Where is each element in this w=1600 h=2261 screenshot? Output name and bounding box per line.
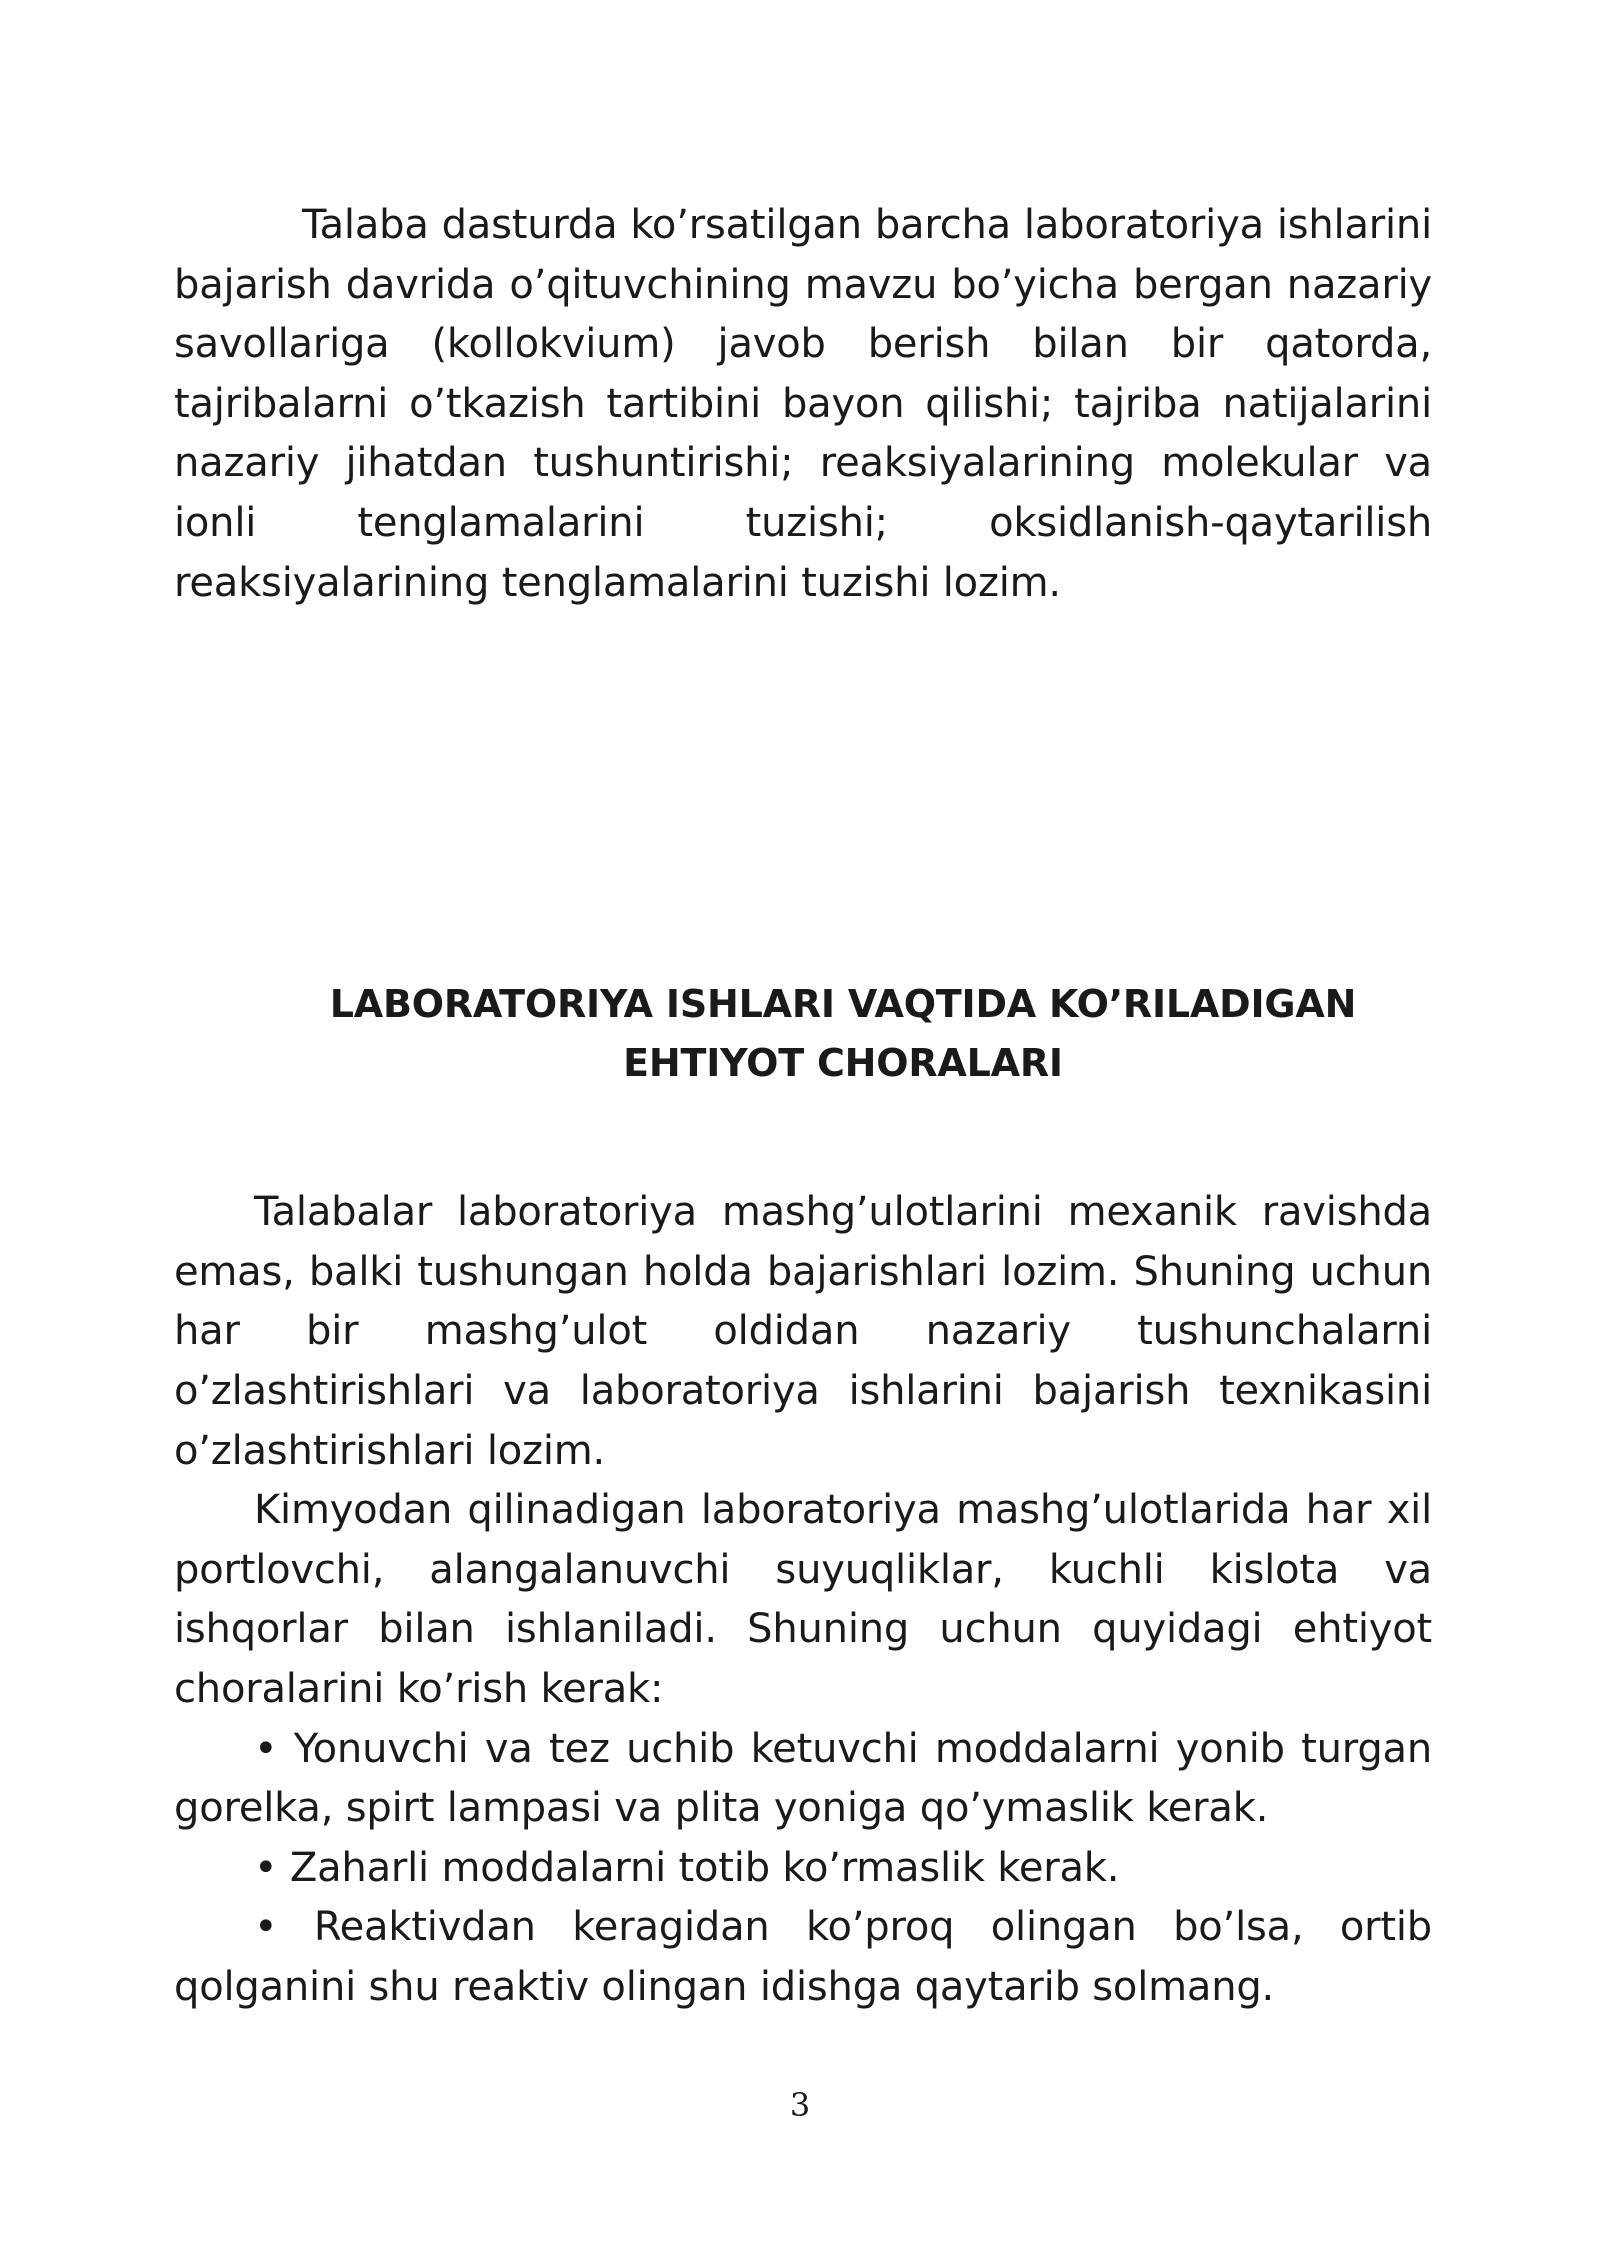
section-heading bbox=[174, 975, 1432, 1093]
document-page bbox=[174, 196, 1432, 2017]
vertical-gap bbox=[174, 613, 1432, 975]
vertical-gap bbox=[174, 1093, 1432, 1183]
bullet-item: • Zaharli moddalarni totib ko’rmaslik kerak. bbox=[254, 1844, 1120, 1891]
intro-paragraph: Talaba dasturda ko’rsatilgan barcha laboratoriya ishlarini bajarish davrida o’qituvchining mavzu bo’yicha bergan nazariy savollariga (kollokvium) javob berish bilan bir qatorda, tajribalarni o’tkazish tartibini bayon qilishi; tajriba natijalarini nazariy jihatdan tushuntirishi; reaksiyalarining molekular va ionli tenglamalarini tuzishi; oksidlanish-qaytarilish reaksiyalarining tenglamalarini tuzishi lozim. bbox=[174, 202, 1432, 606]
section-heading-line-1: LABORATORIYA ISHLARI VAQTIDA KO’RILADIGAN bbox=[329, 982, 1357, 1027]
section-paragraph-1: Talabalar laboratoriya mashg’ulotlarini mexanik ravishda emas, balki tushungan holda bajarishlari lozim. Shuning uchun har bir mashg’ulot oldidan nazariy tushunchalarni o’zlashtirishlari va laboratoriya ishlarini bajarish texnikasini o’zlashtirishlari lozim. bbox=[174, 1189, 1432, 1474]
section-heading-line-2: EHTIYOT CHORALARI bbox=[623, 1041, 1063, 1086]
bullet-item: • Reaktivdan keragidan ko’proq olingan bo’lsa, ortib qolganini shu reaktiv olingan idishga qaytarib solmang. bbox=[174, 1904, 1432, 2010]
bullet-item: • Yonuvchi va tez uchib ketuvchi moddalarni yonib turgan gorelka, spirt lampasi va plita yoniga qo’ymaslik kerak. bbox=[174, 1725, 1432, 1832]
page-number: 3 bbox=[789, 2086, 811, 2124]
section-paragraph-2: Kimyodan qilinadigan laboratoriya mashg’ulotlarida har xil portlovchi, alangalanuvchi suyuqliklar, kuchli kislota va ishqorlar bilan ishlaniladi. Shuning uchun quyidagi ehtiyot choralarini ko’rish kerak: bbox=[174, 1487, 1432, 1712]
